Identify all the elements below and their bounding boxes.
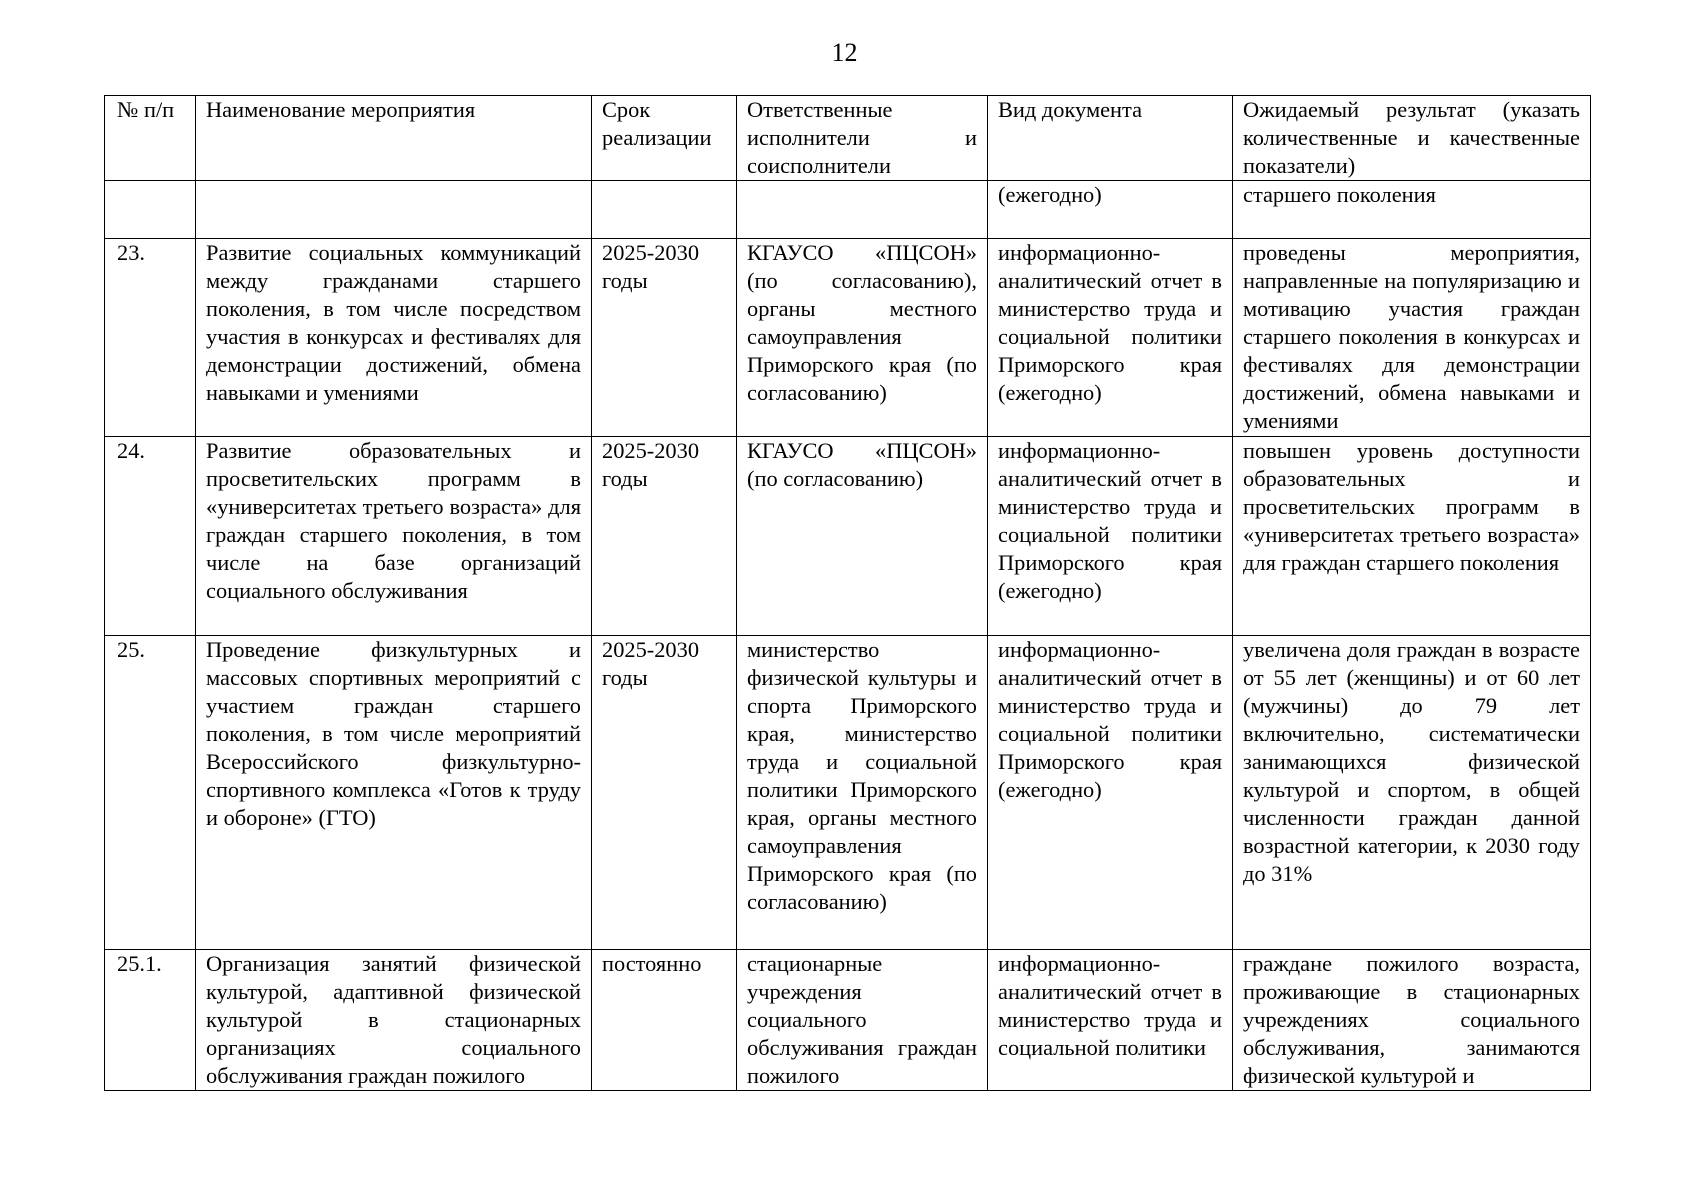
cell-name: Проведение физкультурных и массовых спортивных мероприятий с участием граждан старшего поколения, в том числе мероприятий Всероссийского физкультурно-спортивного комплекса «Готов к труду и обороне» (ГТО) bbox=[196, 636, 592, 950]
table-row-23 bbox=[105, 239, 1591, 437]
events-table bbox=[104, 95, 1591, 1091]
cell-num: 24. bbox=[105, 437, 196, 636]
cell-doc-type: информационно-аналитический отчет в министерство труда и социальной политики Приморского края (ежегодно) bbox=[988, 437, 1233, 636]
cell-name: Организация занятий физической культурой, адаптивной физической культурой в стационарных организациях социального обслуживания граждан пожилого bbox=[196, 950, 592, 1091]
header-name: Наименование мероприятия bbox=[196, 96, 592, 181]
cell-result: граждане пожилого возраста, проживающие в стационарных учреждениях социального обслуживания, занимаются физической культурой и bbox=[1233, 950, 1591, 1091]
header-responsible: Ответственные исполнители и соисполнители bbox=[737, 96, 988, 181]
cell-doc-type: информационно-аналитический отчет в министерство труда и социальной политики bbox=[988, 950, 1233, 1091]
cell-name: Развитие образовательных и просветительских программ в «университетах третьего возраста» для граждан старшего поколения, в том числе на базе организаций социального обслуживания bbox=[196, 437, 592, 636]
cell-num: 25. bbox=[105, 636, 196, 950]
header-num: № п/п bbox=[105, 96, 196, 181]
cell-term: 2025-2030 годы bbox=[592, 437, 737, 636]
cell-num bbox=[105, 181, 196, 239]
header-result: Ожидаемый результат (указать количественные и качественные показатели) bbox=[1233, 96, 1591, 181]
table-row-25-1 bbox=[105, 950, 1591, 1091]
cell-term: постоянно bbox=[592, 950, 737, 1091]
table-header-row bbox=[105, 96, 1591, 181]
cell-result: проведены мероприятия, направленные на популяризацию и мотивацию участия граждан старшего поколения в конкурсах и фестивалях для демонстрации достижений, обмена навыками и умениями bbox=[1233, 239, 1591, 437]
page-number: 12 bbox=[831, 38, 858, 67]
cell-result: увеличена доля граждан в возрасте от 55 лет (женщины) и от 60 лет (мужчины) до 79 лет включительно, систематически занимающихся физической культурой и спортом, в общей численности граждан данной возрастной категории, к 2030 году до 31% bbox=[1233, 636, 1591, 950]
header-term: Срок реализации bbox=[592, 96, 737, 181]
cell-term: 2025-2030 годы bbox=[592, 239, 737, 437]
cell-term: 2025-2030 годы bbox=[592, 636, 737, 950]
cell-responsible: стационарные учреждения социального обслуживания граждан пожилого bbox=[737, 950, 988, 1091]
cell-doc-type: информационно-аналитический отчет в министерство труда и социальной политики Приморского края (ежегодно) bbox=[988, 239, 1233, 437]
cell-doc-type: информационно-аналитический отчет в министерство труда и социальной политики Приморского края (ежегодно) bbox=[988, 636, 1233, 950]
table-row-continuation bbox=[105, 181, 1591, 239]
cell-result: повышен уровень доступности образовательных и просветительских программ в «университетах третьего возраста» для граждан старшего поколения bbox=[1233, 437, 1591, 636]
cell-num: 25.1. bbox=[105, 950, 196, 1091]
cell-responsible: министерство физической культуры и спорта Приморского края, министерство труда и социальной политики Приморского края, органы местного самоуправления Приморского края (по согласованию) bbox=[737, 636, 988, 950]
cell-term bbox=[592, 181, 737, 239]
cell-responsible: КГАУСО «ПЦСОН» (по согласованию), органы местного самоуправления Приморского края (по согласованию) bbox=[737, 239, 988, 437]
header-doc-type: Вид документа bbox=[988, 96, 1233, 181]
cell-responsible: КГАУСО «ПЦСОН» (по согласованию) bbox=[737, 437, 988, 636]
cell-doc-type: (ежегодно) bbox=[988, 181, 1233, 239]
table-row-24 bbox=[105, 437, 1591, 636]
cell-name: Развитие социальных коммуникаций между гражданами старшего поколения, в том числе посредством участия в конкурсах и фестивалях для демонстрации достижений, обмена навыками и умениями bbox=[196, 239, 592, 437]
table-row-25 bbox=[105, 636, 1591, 950]
cell-num: 23. bbox=[105, 239, 196, 437]
cell-result: старшего поколения bbox=[1233, 181, 1591, 239]
cell-responsible bbox=[737, 181, 988, 239]
cell-name bbox=[196, 181, 592, 239]
